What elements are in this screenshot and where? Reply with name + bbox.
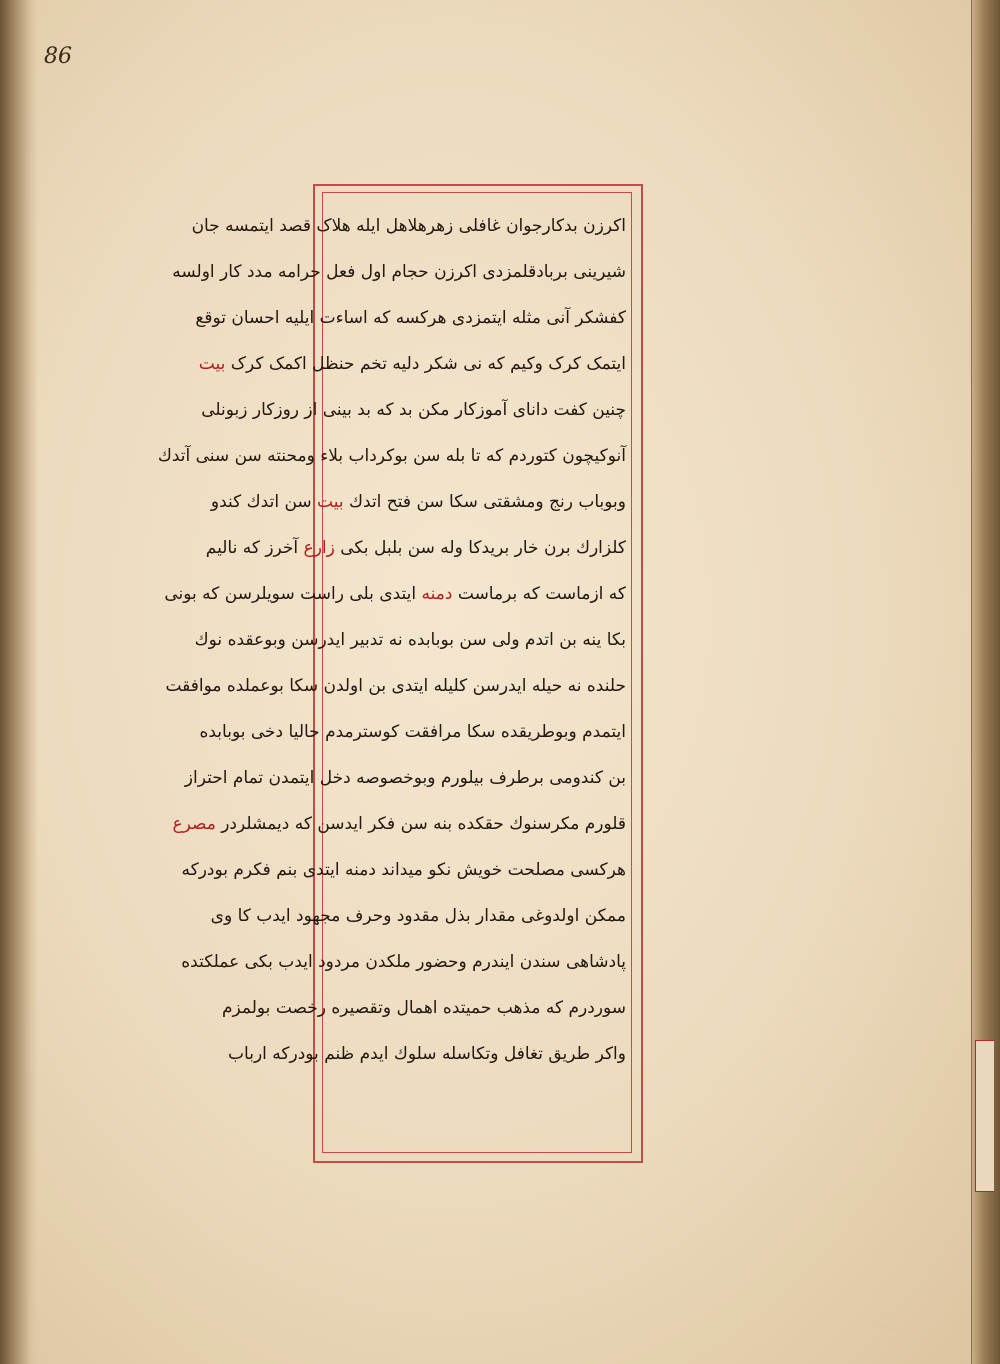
text-segment: سن اتدك کندو <box>210 492 318 512</box>
text-segment: بکا ینه بن اتدم ولی سن بوبابده نه تدبیر ایدرسن وبوعقده نوك <box>194 630 626 650</box>
text-line <box>199 709 630 755</box>
text-line <box>172 249 630 295</box>
text-line <box>184 755 630 801</box>
binding-gutter <box>0 0 38 1364</box>
text-line <box>201 387 630 433</box>
text-block <box>157 203 630 1151</box>
text-segment: وبوباب رنج ومشقتی سکا سن فتح اتدك <box>343 492 626 512</box>
text-segment: اکرزن بدکارجوان غافلی زهرهلاهل ایله هلاک قصد ایتمسه جان <box>191 216 626 236</box>
text-segment: قلورم مکرسنوك حقکده بنه سن فکر ایدسن که دیمشلردر <box>215 814 626 834</box>
text-segment: شیرینی بربادقلمزدی اکرزن حجام اول فعل حرامه مدد کار اولسه <box>172 262 626 282</box>
text-line <box>157 433 630 479</box>
rubric-word: بیت <box>317 492 344 512</box>
text-line <box>181 939 630 985</box>
text-line <box>194 617 630 663</box>
text-line <box>228 1031 630 1077</box>
text-segment: کلزارك برن خار بریدکا وله سن بلبل بکی <box>334 538 626 558</box>
rubric-word: زارع <box>303 538 335 558</box>
library-stamp <box>878 1313 906 1329</box>
text-segment: ممکن اولدوغی مقدار بذل مقدود وحرف مجهود ایدب کا وی <box>210 906 626 926</box>
text-line <box>210 479 630 525</box>
text-line <box>165 663 630 709</box>
text-segment: آخرز که نالیم <box>205 538 304 558</box>
text-segment: واکر طریق تغافل وتکاسله سلوك ایدم ظنم بودرکه ارباب <box>228 1044 626 1064</box>
text-segment: حلنده نه حیله ایدرسن کلیله ایتدی بن اولدن سکا بوعملده موافقت <box>165 676 626 696</box>
text-line <box>198 341 630 387</box>
page-number: 86 <box>44 44 72 69</box>
text-segment: آنوکیچون کتوردم که تا بله سن بوکرداب بلاء ومحنته سن سنی آتدك <box>157 446 626 466</box>
text-segment: پادشاهی سندن ایندرم وحضور ملکدن مردود ایدب بکی عملکتده <box>181 952 626 972</box>
text-line <box>181 847 630 893</box>
text-segment: چنین کفت دانای آموزکار مکن بد که بد بینی از روزکار زبونلی <box>201 400 626 420</box>
rubric-word: بیت <box>198 354 226 374</box>
adjacent-leaf-edge <box>975 1040 994 1192</box>
text-line <box>164 571 630 617</box>
text-line <box>191 203 630 249</box>
text-segment: ایتدی بلی راست سویلرسن که بونی <box>164 584 422 604</box>
text-segment: بن کندومی برطرف بیلورم وبوخصوصه دخل ایتمدن تمام احتراز <box>184 768 626 788</box>
rubric-word: مصرع <box>172 814 216 834</box>
text-line <box>221 985 630 1031</box>
text-segment: که ازماست که برماست <box>452 584 626 604</box>
text-segment: ایتمدم وبوطریقده سکا مرافقت کوسترمدم حالیا دخی بوبابده <box>199 722 626 742</box>
text-segment: هرکسی مصلحت خویش نکو میداند دمنه ایتدی بنم فکرم بودرکه <box>181 860 626 880</box>
text-line <box>172 801 630 847</box>
text-segment: کفشکر آنی مثله ایتمزدی هرکسه که اساءت ایلیه احسان توقع <box>195 308 626 328</box>
text-line <box>205 525 630 571</box>
text-segment: ایتمک کرک وکیم که نی شکر دلیه تخم حنظل اکمک کرک <box>225 354 626 374</box>
text-line <box>195 295 630 341</box>
text-segment: سوردرم که مذهب حمیتده اهمال وتقصیره رخصت بولمزم <box>221 998 626 1018</box>
rubric-word: دمنه <box>421 584 453 604</box>
text-line <box>210 893 630 939</box>
